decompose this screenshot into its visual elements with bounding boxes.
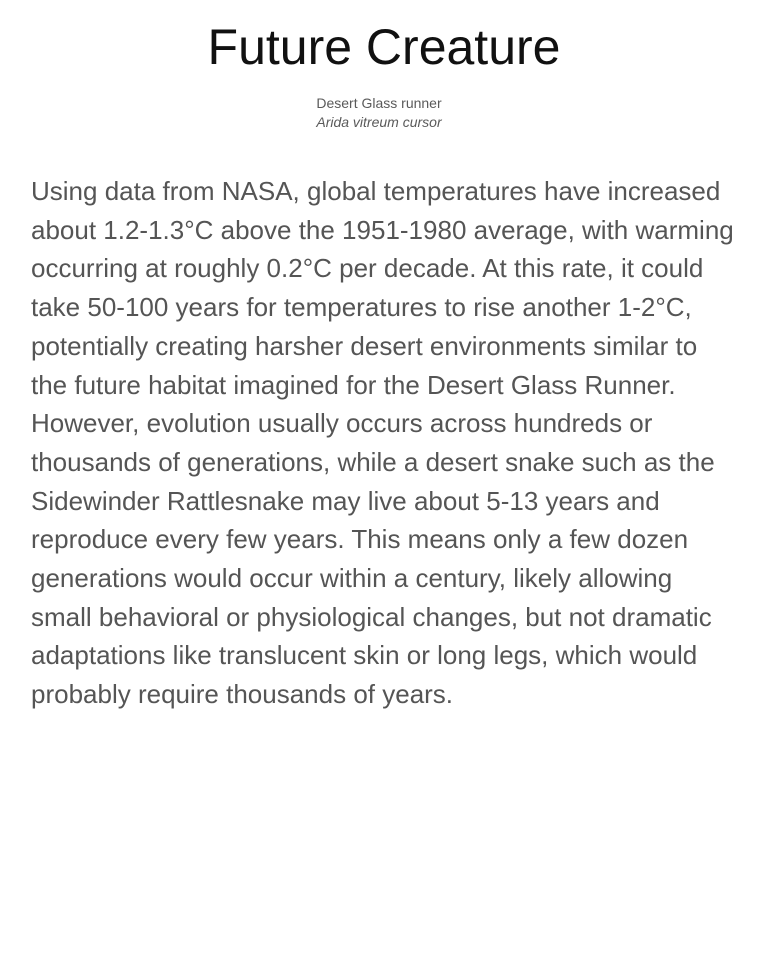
scientific-name: Arida vitreum cursor	[316, 114, 442, 130]
body-paragraph: Using data from NASA, global temperatures have increased about 1.2-1.3°C above the 1951-1980 average, with warming occurring at roughly 0.2°C per decade. At this rate, it could take 50-100 years for temperatures to rise another 1-2°C, potentially creating harsher desert environments similar to the future habitat imagined for the Desert Glass Runner. However, evolution usually occurs across hundreds or thousands of generations, while a desert snake such as the Sidewinder Rattlesnake may live about 5-13 years and reproduce every few years. This means only a few dozen generations would occur within a century, likely allowing small behavioral or physiological changes, but not dramatic adaptations like translucent skin or long legs, which would probably require thousands of years.	[31, 176, 734, 710]
common-name: Desert Glass runner	[316, 95, 442, 111]
page-title: Future Creature	[207, 19, 561, 75]
creature-subtitle	[0, 94, 758, 132]
